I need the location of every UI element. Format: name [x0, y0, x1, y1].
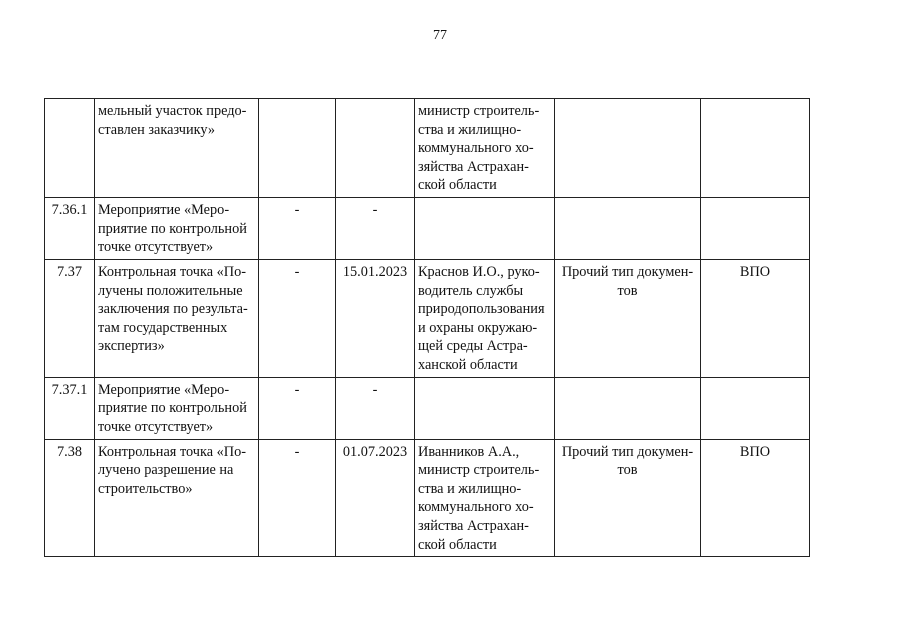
end-date: 15.01.2023 [336, 259, 415, 377]
start-date: - [259, 439, 336, 557]
information-system: ВПО [701, 259, 810, 377]
row-number [45, 99, 95, 198]
activities-table [44, 98, 810, 557]
information-system [701, 377, 810, 439]
information-system [701, 99, 810, 198]
row-number: 7.36.1 [45, 197, 95, 259]
table-row [45, 377, 810, 439]
responsible: Краснов И.О., руко- водитель службы природопользования и охраны окружаю- щей среды Астра- ханской области [415, 259, 555, 377]
responsible: Иванников А.А., министр строитель- ства и жилищно- коммунального хо- зяйства Астрахан- ской области [415, 439, 555, 557]
table-row [45, 197, 810, 259]
responsible: министр строитель- ства и жилищно- коммунального хо- зяйства Астрахан- ской области [415, 99, 555, 198]
table-row [45, 99, 810, 198]
start-date: - [259, 197, 336, 259]
start-date [259, 99, 336, 198]
row-number: 7.37 [45, 259, 95, 377]
page-number: 77 [433, 28, 447, 43]
table-row [45, 439, 810, 557]
document-type [555, 197, 701, 259]
document-type [555, 377, 701, 439]
activity-name: Мероприятие «Меро- приятие по контрольной точке отсутствует» [95, 197, 259, 259]
table-row [45, 259, 810, 377]
activity-name: мельный участок предо- ставлен заказчику» [95, 99, 259, 198]
start-date: - [259, 377, 336, 439]
document-type: Прочий тип докумен- тов [555, 259, 701, 377]
activity-name: Контрольная точка «По- лучены положительные заключения по результа- там государственных экспертиз» [95, 259, 259, 377]
information-system [701, 197, 810, 259]
end-date: - [336, 377, 415, 439]
activity-name: Контрольная точка «По- лучено разрешение на строительство» [95, 439, 259, 557]
end-date: - [336, 197, 415, 259]
end-date: 01.07.2023 [336, 439, 415, 557]
document-type [555, 99, 701, 198]
row-number: 7.37.1 [45, 377, 95, 439]
start-date: - [259, 259, 336, 377]
responsible [415, 377, 555, 439]
activity-name: Мероприятие «Меро- приятие по контрольной точке отсутствует» [95, 377, 259, 439]
row-number: 7.38 [45, 439, 95, 557]
responsible [415, 197, 555, 259]
end-date [336, 99, 415, 198]
document-type: Прочий тип докумен- тов [555, 439, 701, 557]
information-system: ВПО [701, 439, 810, 557]
